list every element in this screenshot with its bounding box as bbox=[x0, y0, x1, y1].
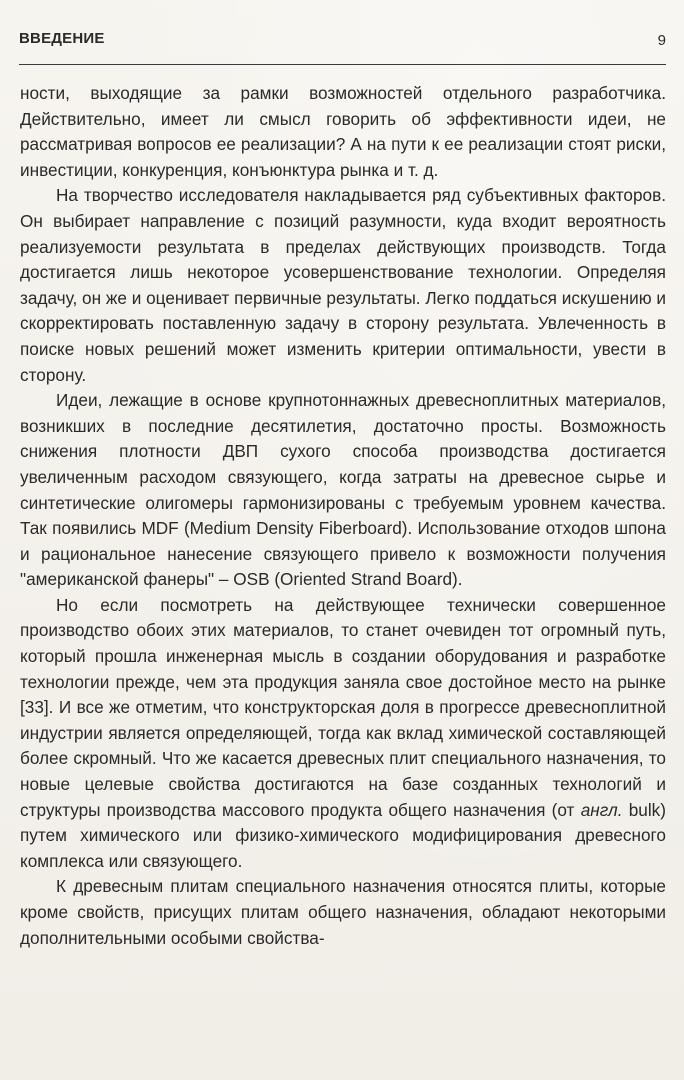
chapter-title: ВВЕДЕНИЕ bbox=[19, 30, 105, 47]
paragraph-2: На творчество исследователя накладывается ряд субъективных факторов. Он выбирает направление с позиций разумности, куда входит вероятность реализуемости результата в пределах действующих производств. Тогда достигается лишь некоторое усовершенствование технологии. Определяя задачу, он же и оценивает первичные результаты. Легко поддаться искушению и скорректировать поставленную задачу в сторону результата. Увлеченность в поиске новых решений может изменить критерии оптимальности, увести в сторону. bbox=[20, 185, 666, 385]
paragraph-4-text-before: Но если посмотреть на действующее технически совершенное производство обоих этих материалов, то станет очевиден тот огромный путь, который прошла инженерная мысль в создании оборудования и разработке технологии прежде, чем эта продукция заняла свое достойное место на рынке [33]. И все же отметим, что конструкторская доля в прогрессе древесноплитной индустрии является определяющей, тогда как вклад химической составляющей более скромный. Что же касается древесных плит специального назначения, то новые целевые свойства достигаются на базе созданных технологий и структуры производства массового продукта общего назначения (от bbox=[20, 594, 666, 820]
paragraph-4-text-after: bulk) путем химического или физико-химического модифицирования древесного комплекса или связующего. bbox=[20, 799, 666, 871]
running-header bbox=[19, 24, 666, 65]
paragraph-3: Идеи, лежащие в основе крупнотоннажных древесноплитных материалов, возникших в последние десятилетия, достаточно просты. Возможность снижения плотности ДВП сухого способа производства достигается увеличенным расходом связующего, когда затраты на древесное сырье и синтетические олигомеры гармонизированы с требуемым уровнем качества. Так появились MDF (Medium Density Fiberboard). Использование отходов шпона и рациональное нанесение связующего привело к возможности получения "американской фанеры" – OSB (Oriented Strand Board). bbox=[20, 390, 666, 590]
body-text bbox=[20, 81, 666, 951]
page-number: 9 bbox=[657, 32, 666, 49]
paragraph-4 bbox=[20, 593, 666, 875]
paragraph-1: ности, выходящие за рамки возможностей отдельного разработчика. Действительно, имеет ли смысл говорить об эффективности идеи, не рассматривая вопросов ее реализации? А на пути к ее реализации стоят риски, инвестиции, конкуренция, конъюнктура рынка и т. д. bbox=[20, 83, 666, 180]
paragraph-4-italic-term: англ. bbox=[580, 799, 623, 820]
paragraph-5: К древесным плитам специального назначения относятся плиты, которые кроме свойств, присущих плитам общего назначения, обладают некоторыми дополнительными особыми свойства- bbox=[20, 876, 666, 948]
